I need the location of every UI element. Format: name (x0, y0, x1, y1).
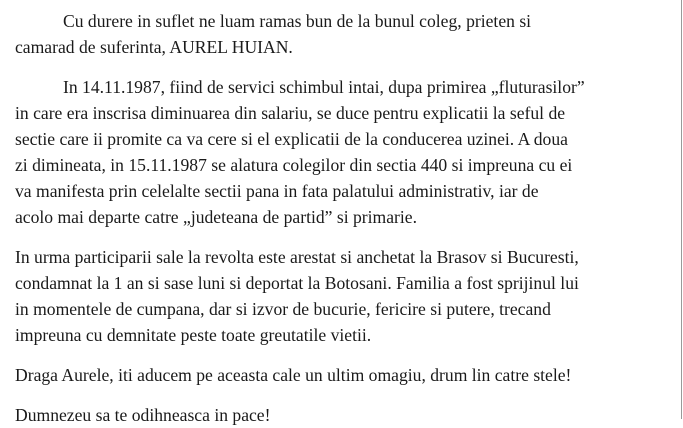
paragraph-events-1987 (15, 74, 665, 230)
text-line: sectie care ii promite ca va cere si el explicatii de la conducerea uzinei. A doua (15, 129, 568, 149)
text-line: In 14.11.1987, fiind de servici schimbul intai, dupa primirea „fluturasilor” (63, 77, 585, 97)
text-line: In urma participarii sale la revolta este arestat si anchetat la Brasov si Bucuresti, (15, 247, 579, 267)
text-line: Draga Aurele, iti aducem pe aceasta cale un ultim omagiu, drum lin catre stele! (15, 365, 572, 385)
text-line: in care era inscrisa diminuarea din salariu, se duce pentru explicatii la seful de (15, 103, 566, 123)
text-line: zi dimineata, in 15.11.1987 se alatura colegilor din sectia 440 si impreuna cu ei (15, 155, 573, 175)
text-line: camarad de suferinta, AUREL HUIAN. (15, 37, 293, 57)
text-line: Cu durere in suflet ne luam ramas bun de la bunul coleg, prieten si (63, 11, 532, 31)
text-line: impreuna cu demnitate peste toate greutatile vietii. (15, 325, 372, 345)
text-line: va manifesta prin celelalte sectii pana in fata palatului administrativ, iar de (15, 181, 539, 201)
text-line: Dumnezeu sa te odihneasca in pace! (15, 405, 271, 425)
paragraph-farewell (15, 8, 665, 60)
obituary-document (15, 8, 665, 428)
text-line: acolo mai departe catre „judeteana de partid” si primarie. (15, 207, 418, 227)
paragraph-closing (15, 402, 665, 428)
page-edge-rule (681, 0, 682, 419)
text-line: condamnat la 1 an si sase luni si deportat la Botosani. Familia a fost sprijinul lui (15, 273, 579, 293)
paragraph-tribute (15, 362, 665, 388)
text-line: in momentele de cumpana, dar si izvor de bucurie, fericire si putere, trecand (15, 299, 551, 319)
paragraph-arrest (15, 244, 665, 348)
